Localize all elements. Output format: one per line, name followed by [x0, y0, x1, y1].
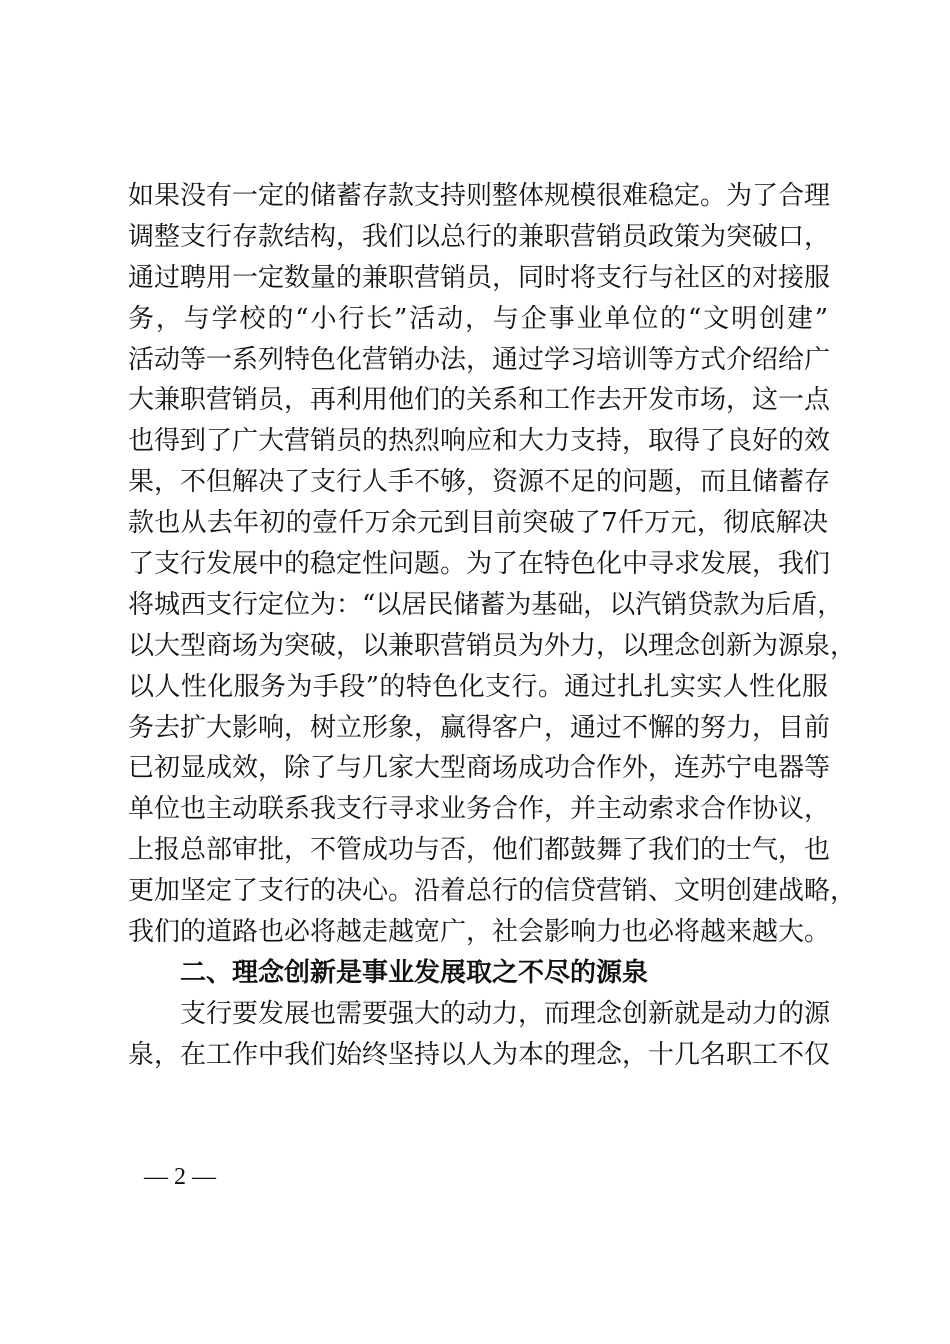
- body-text: [128, 176, 857, 1076]
- text-line: 我们的道路也必将越走越宽广，社会影响力也必将越来越大。: [128, 917, 831, 948]
- text-line: 以人性化服务为手段”的特色化支行。通过扎扎实实人性化服: [128, 671, 828, 702]
- text-line: 了支行发展中的稳定性问题。为了在特色化中寻求发展，我们: [128, 549, 831, 580]
- text-line: 果，不但解决了支行人手不够，资源不足的问题，而且储蓄存: [128, 467, 831, 498]
- text-line: 支行要发展也需要强大的动力，而理念创新就是动力的源: [180, 998, 831, 1029]
- text-line: 款也从去年初的壹仟万余元到目前突破了7仟万元，彻底解决: [128, 508, 828, 539]
- text-line: 活动等一系列特色化营销办法，通过学习培训等方式介绍给广: [128, 344, 831, 375]
- text-line: 更加坚定了支行的决心。沿着总行的信贷营销、文明创建战略，: [128, 876, 857, 907]
- text-line: 已初显成效，除了与几家大型商场成功合作外，连苏宁电器等: [128, 753, 831, 784]
- text-line: 如果没有一定的储蓄存款支持则整体规模很难稳定。为了合理: [128, 181, 831, 211]
- text-line: 务去扩大影响，树立形象，赢得客户，通过不懈的努力，目前: [128, 712, 831, 743]
- text-line: 调整支行存款结构，我们以总行的兼职营销员政策为突破口，: [128, 221, 831, 252]
- text-line: 大兼职营销员，再利用他们的关系和工作去开发市场，这一点: [128, 385, 831, 416]
- text-line: 上报总部审批，不管成功与否，他们都鼓舞了我们的士气，也: [128, 835, 831, 866]
- text-line: 以大型商场为突破，以兼职营销员为外力，以理念创新为源泉，: [128, 630, 857, 661]
- text-line: 也得到了广大营销员的热烈响应和大力支持，取得了良好的效: [128, 426, 831, 457]
- page-number: — 2 —: [144, 1164, 216, 1190]
- text-line: 将城西支行定位为：“以居民储蓄为基础，以汽销贷款为后盾，: [128, 589, 844, 620]
- section-heading: 二、理念创新是事业发展取之不尽的源泉: [180, 957, 649, 988]
- text-line: 通过聘用一定数量的兼职营销员，同时将支行与社区的对接服: [128, 262, 831, 293]
- text-line: 务，与学校的“小行长”活动，与企事业单位的“文明创建”: [128, 303, 828, 334]
- text-line: 单位也主动联系我支行寻求业务合作，并主动索求合作协议，: [128, 794, 831, 825]
- text-line: 泉，在工作中我们始终坚持以人为本的理念，十几名职工不仅: [128, 1039, 831, 1070]
